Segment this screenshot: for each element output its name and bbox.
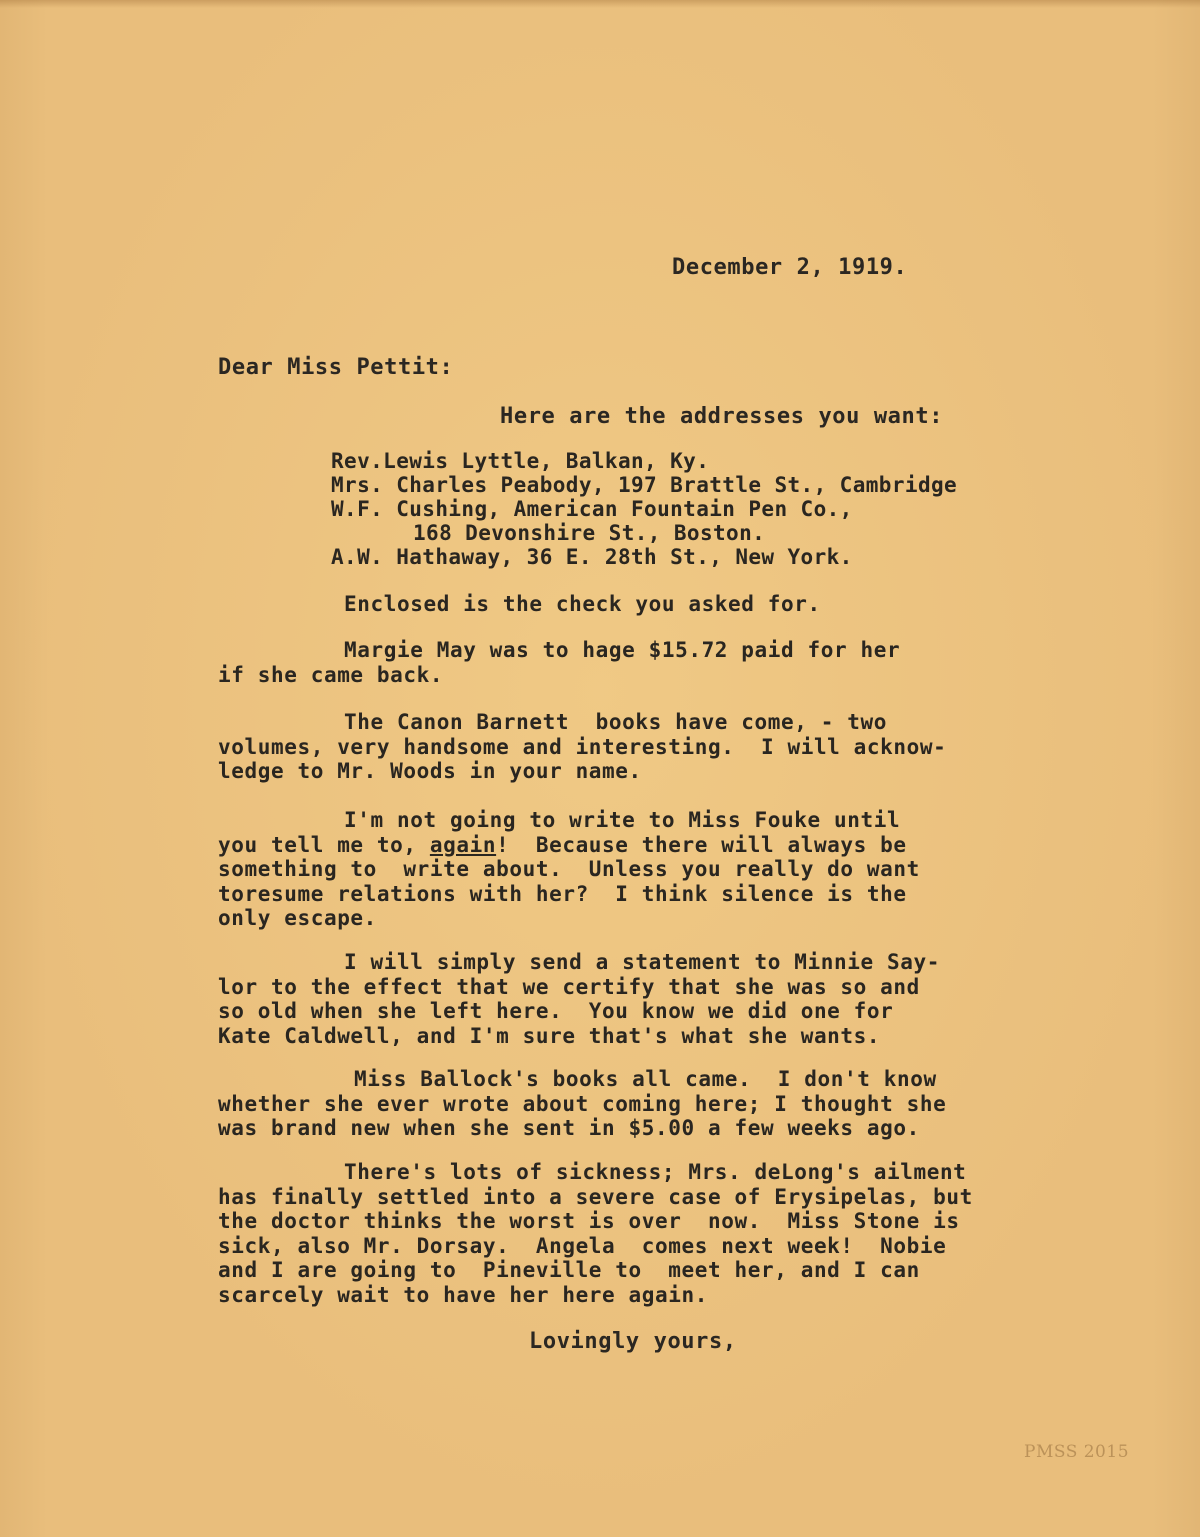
paragraph-line: Miss Ballock's books all came. I don't know [354,1067,937,1091]
paragraph-line: There's lots of sickness; Mrs. deLong's ailment [344,1160,967,1184]
paragraph-canon [218,710,1018,784]
paragraph-line: the doctor thinks the worst is over now. Miss Stone is [218,1209,960,1233]
address-line: Rev.Lewis Lyttle, Balkan, Ky. [331,449,710,473]
letter-date: December 2, 1919. [672,255,908,280]
address-line: W.F. Cushing, American Fountain Pen Co., [331,497,853,521]
paragraph-line: whether she ever wrote about coming here; I thought she [218,1091,947,1116]
addresses-intro: Here are the addresses you want: [500,404,944,429]
paragraph-line: I'm not going to write to Miss Fouke until [344,808,901,832]
paragraph-ballock [218,1067,1018,1141]
text-run: you tell me to, [218,832,430,857]
paragraph-line: The Canon Barnett books have come, - two [344,710,887,734]
address-line: 168 Devonshire St., Boston. [413,521,766,545]
paragraph-line [218,833,1018,858]
closing: Lovingly yours, [529,1329,737,1354]
paragraph-line: if she came back. [218,662,444,687]
paragraph-line: sick, also Mr. Dorsay. Angela comes next week! Nobie [218,1233,947,1258]
paragraph-minnie [218,950,1018,1048]
paragraph-sickness [218,1160,1018,1307]
paragraph-line: has finally settled into a severe case of Erysipelas, but [218,1184,973,1209]
paragraph-line: ledge to Mr. Woods in your name. [218,759,642,783]
underlined-word: again [429,832,497,857]
paragraph-enclosed [344,592,1144,617]
paper-edge [0,0,1200,8]
paragraph-line: only escape. [218,906,377,930]
paragraph-line: was brand new when she sent in $5.00 a few weeks ago. [218,1116,920,1140]
paragraph-line: Margie May was to hage $15.72 paid for her [344,638,901,662]
paragraph-line: Kate Caldwell, and I'm sure that's what she wants. [218,1023,881,1048]
paragraph-margie [218,638,1018,687]
paragraph-line: Enclosed is the check you asked for. [344,592,821,616]
text-run: ! Because there will always be [496,832,907,857]
paragraph-fouke [218,808,1018,931]
paragraph-line: scarcely wait to have her here again. [218,1282,708,1307]
address-line: A.W. Hathaway, 36 E. 28th St., New York. [331,545,853,569]
paragraph-line: lor to the effect that we certify that she was so and [218,974,920,999]
address-list [331,449,957,569]
address-line: Mrs. Charles Peabody, 197 Brattle St., Cambridge [331,473,958,497]
paragraph-line: toresume relations with her? I think silence is the [218,881,907,906]
paragraph-line: so old when she left here. You know we did one for [218,999,894,1023]
paragraph-line: I will simply send a statement to Minnie Say- [344,950,940,974]
archive-watermark: PMSS 2015 [1024,1442,1130,1462]
paragraph-line: volumes, very handsome and interesting. I will acknow- [218,734,947,759]
salutation: Dear Miss Pettit: [218,355,454,380]
paragraph-line: something to write about. Unless you really do want [218,857,920,881]
paragraph-line: and I are going to Pineville to meet her, and I can [218,1258,920,1282]
